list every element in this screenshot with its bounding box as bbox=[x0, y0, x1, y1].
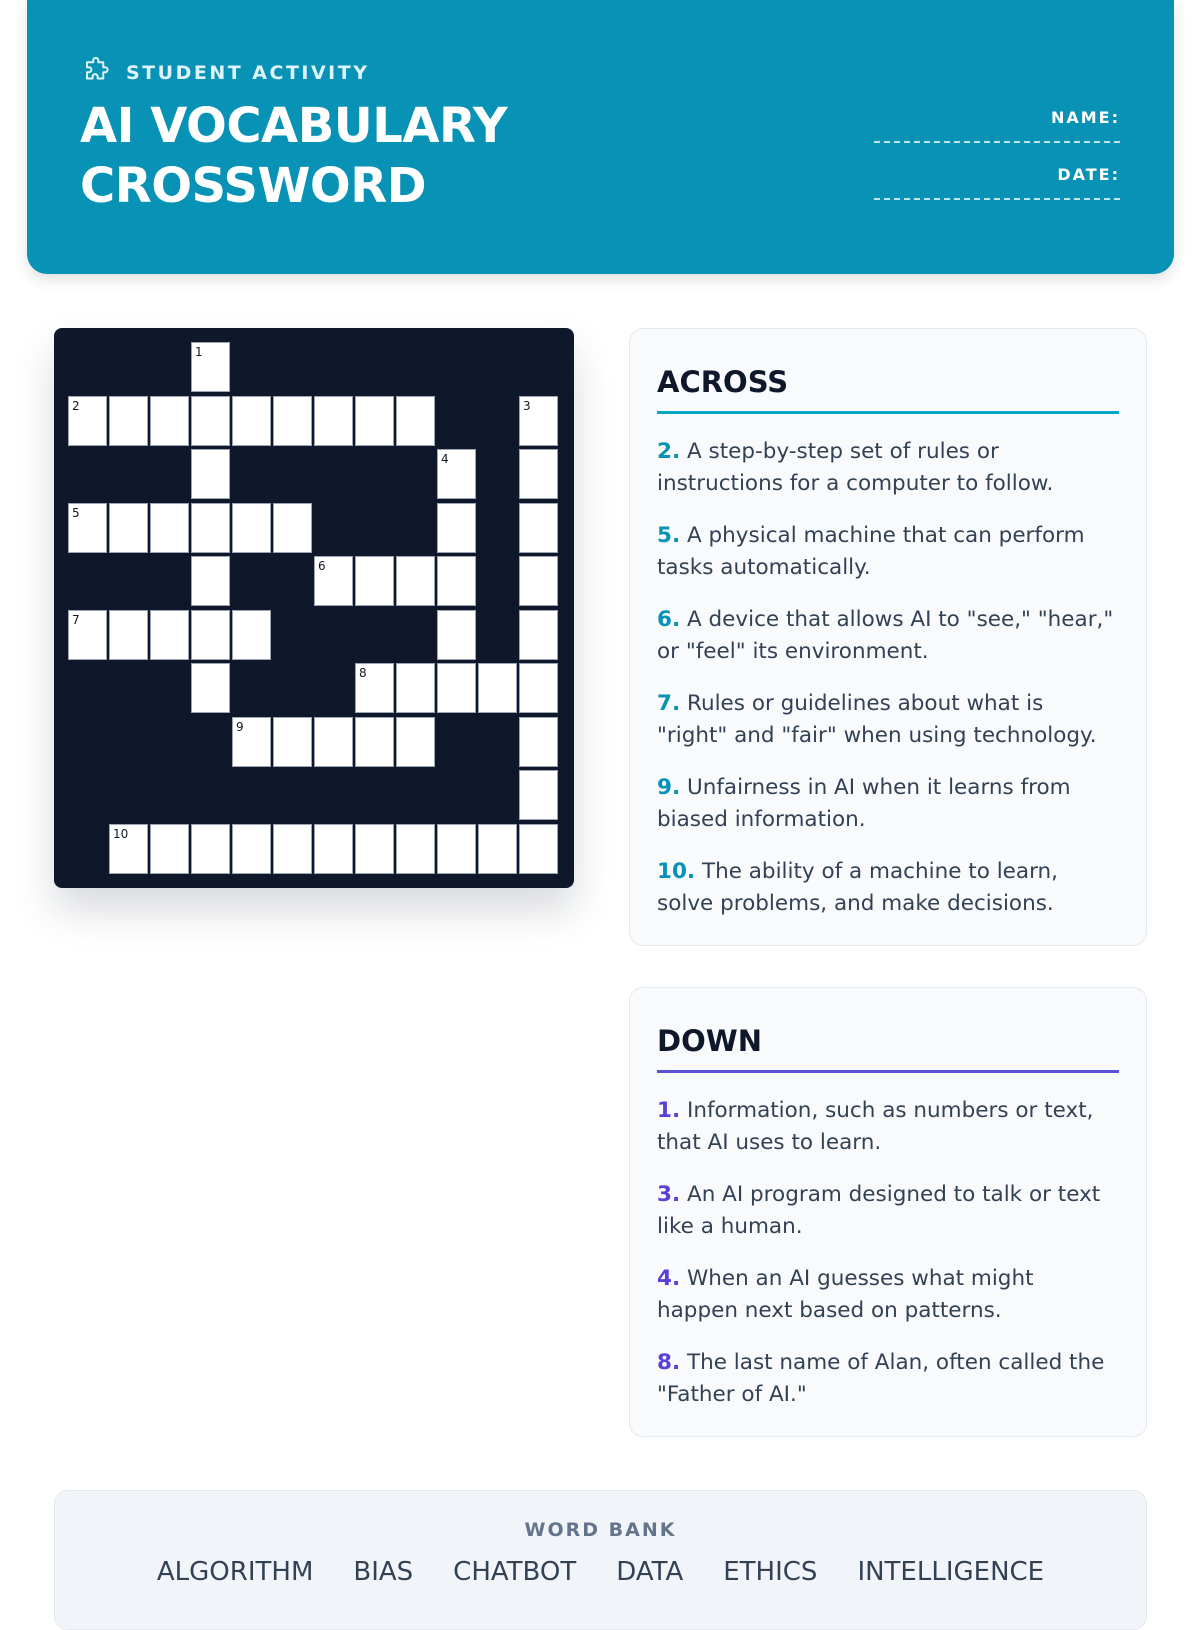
grid-cell[interactable] bbox=[150, 396, 189, 446]
across-clues-panel bbox=[629, 328, 1147, 946]
title-line-1: AI VOCABULARY bbox=[80, 98, 508, 154]
clue-number: 2. bbox=[657, 439, 681, 464]
clue-text: The ability of a machine to learn, solve problems, and make decisions. bbox=[657, 859, 1058, 916]
word-bank-word: INTELLIGENCE bbox=[857, 1557, 1045, 1587]
name-line[interactable] bbox=[874, 141, 1120, 143]
cell-number: 8 bbox=[359, 666, 367, 680]
grid-cell[interactable] bbox=[150, 610, 189, 660]
clue-text: An AI program designed to talk or text like a human. bbox=[657, 1182, 1101, 1239]
grid-cell[interactable] bbox=[68, 610, 107, 660]
word-bank-word: BIAS bbox=[353, 1557, 414, 1587]
cell-number: 4 bbox=[441, 452, 449, 466]
clue-number: 4. bbox=[657, 1266, 681, 1291]
across-heading: ACROSS bbox=[657, 365, 1119, 414]
grid-cell[interactable] bbox=[519, 556, 558, 606]
word-bank-word: CHATBOT bbox=[453, 1557, 577, 1587]
across-clue bbox=[657, 688, 1119, 752]
grid-cell[interactable] bbox=[191, 449, 230, 499]
clue-number: 8. bbox=[657, 1350, 681, 1375]
word-bank-word: ETHICS bbox=[723, 1557, 818, 1587]
clue-text: Rules or guidelines about what is "right" and "fair" when using technology. bbox=[657, 691, 1097, 748]
grid-cell[interactable] bbox=[396, 396, 435, 446]
date-field[interactable] bbox=[874, 165, 1120, 200]
page-title bbox=[80, 96, 507, 216]
grid-cell[interactable] bbox=[519, 770, 558, 820]
grid-cell[interactable] bbox=[273, 396, 312, 446]
word-bank-word: DATA bbox=[616, 1557, 684, 1587]
grid-cell[interactable] bbox=[437, 449, 476, 499]
grid-cell[interactable] bbox=[150, 824, 189, 874]
name-field[interactable] bbox=[874, 108, 1120, 143]
grid-cell[interactable] bbox=[232, 717, 271, 767]
down-clue bbox=[657, 1347, 1119, 1411]
cell-number: 6 bbox=[318, 559, 326, 573]
grid-cell[interactable] bbox=[314, 556, 353, 606]
across-clue bbox=[657, 856, 1119, 920]
word-bank-title: WORD BANK bbox=[524, 1519, 677, 1541]
cell-number: 2 bbox=[72, 398, 80, 413]
clue-number: 5. bbox=[657, 523, 681, 548]
clue-number: 3. bbox=[657, 1182, 681, 1207]
crossword-grid bbox=[54, 328, 574, 888]
grid-cell[interactable] bbox=[519, 610, 558, 660]
grid-cell[interactable] bbox=[355, 556, 394, 606]
grid-cell[interactable] bbox=[396, 663, 435, 713]
cell-number: 3 bbox=[523, 398, 531, 413]
grid-cell[interactable] bbox=[109, 503, 148, 553]
grid-cell[interactable] bbox=[109, 396, 148, 446]
word-bank bbox=[54, 1490, 1147, 1630]
activity-kicker-label: STUDENT ACTIVITY bbox=[126, 62, 370, 84]
grid-cell[interactable] bbox=[191, 396, 230, 446]
grid-cell[interactable] bbox=[191, 556, 230, 606]
across-clue-list bbox=[657, 436, 1119, 920]
clue-text: Unfairness in AI when it learns from biased information. bbox=[657, 775, 1071, 832]
cell-number: 9 bbox=[236, 719, 244, 734]
clue-number: 7. bbox=[657, 691, 681, 716]
word-bank-list bbox=[55, 1557, 1146, 1587]
grid-cell[interactable] bbox=[437, 663, 476, 713]
grid-cell[interactable] bbox=[191, 503, 230, 553]
clue-number: 1. bbox=[657, 1098, 681, 1123]
down-clue bbox=[657, 1179, 1119, 1243]
title-line-2: CROSSWORD bbox=[80, 158, 427, 214]
across-clue bbox=[657, 436, 1119, 500]
grid-cell[interactable] bbox=[437, 556, 476, 606]
grid-cell[interactable] bbox=[191, 342, 230, 392]
grid-cell[interactable] bbox=[273, 717, 312, 767]
worksheet-header bbox=[27, 0, 1174, 274]
across-clue bbox=[657, 520, 1119, 584]
cell-number: 5 bbox=[72, 505, 80, 520]
grid-cell[interactable] bbox=[396, 556, 435, 606]
grid-cell[interactable] bbox=[273, 824, 312, 874]
grid-cell[interactable] bbox=[314, 824, 353, 874]
grid-cell[interactable] bbox=[519, 449, 558, 499]
down-clue bbox=[657, 1095, 1119, 1159]
grid-cell[interactable] bbox=[355, 663, 394, 713]
grid-cell[interactable] bbox=[150, 503, 189, 553]
grid-cell[interactable] bbox=[396, 717, 435, 767]
grid-cell[interactable] bbox=[396, 824, 435, 874]
date-line[interactable] bbox=[874, 198, 1120, 200]
grid-cell[interactable] bbox=[437, 610, 476, 660]
grid-cell[interactable] bbox=[519, 396, 558, 446]
down-clues-panel bbox=[629, 987, 1147, 1437]
word-bank-word: ALGORITHM bbox=[156, 1557, 314, 1587]
grid-cell[interactable] bbox=[109, 824, 148, 874]
grid-cell[interactable] bbox=[68, 396, 107, 446]
grid-cell[interactable] bbox=[109, 610, 148, 660]
grid-cell[interactable] bbox=[519, 717, 558, 767]
clue-text: The last name of Alan, often called the "Father of AI." bbox=[657, 1350, 1105, 1407]
across-clue bbox=[657, 772, 1119, 836]
grid-cell[interactable] bbox=[191, 824, 230, 874]
across-clue bbox=[657, 604, 1119, 668]
down-clue-list bbox=[657, 1095, 1119, 1411]
grid-cell[interactable] bbox=[437, 824, 476, 874]
down-clue bbox=[657, 1263, 1119, 1327]
grid-cell[interactable] bbox=[191, 610, 230, 660]
clue-number: 6. bbox=[657, 607, 681, 632]
grid-cell[interactable] bbox=[519, 663, 558, 713]
clue-text: Information, such as numbers or text, that AI uses to learn. bbox=[657, 1098, 1094, 1155]
cell-number: 1 bbox=[195, 345, 203, 359]
grid-cell[interactable] bbox=[191, 663, 230, 713]
clue-number: 9. bbox=[657, 775, 681, 800]
clue-text: A step-by-step set of rules or instructions for a computer to follow. bbox=[657, 439, 1054, 496]
grid-cell[interactable] bbox=[519, 824, 558, 874]
grid-cell[interactable] bbox=[355, 717, 394, 767]
activity-kicker bbox=[82, 56, 369, 90]
date-label: DATE: bbox=[1057, 165, 1120, 184]
grid-cell[interactable] bbox=[478, 663, 517, 713]
clue-text: When an AI guesses what might happen next based on patterns. bbox=[657, 1266, 1034, 1323]
name-label: NAME: bbox=[1050, 108, 1120, 127]
grid-cell[interactable] bbox=[355, 396, 394, 446]
grid-cell[interactable] bbox=[314, 396, 353, 446]
grid-cell[interactable] bbox=[355, 824, 394, 874]
grid-cell[interactable] bbox=[68, 503, 107, 553]
grid-cell[interactable] bbox=[478, 824, 517, 874]
grid-cell[interactable] bbox=[314, 717, 353, 767]
clue-text: A physical machine that can perform tasks automatically. bbox=[657, 523, 1085, 580]
clue-text: A device that allows AI to "see," "hear," or "feel" its environment. bbox=[657, 607, 1114, 664]
grid-cell[interactable] bbox=[519, 503, 558, 553]
clue-number: 10. bbox=[657, 859, 696, 884]
grid-cell[interactable] bbox=[273, 503, 312, 553]
grid-cell[interactable] bbox=[232, 824, 271, 874]
down-heading: DOWN bbox=[657, 1024, 1119, 1073]
puzzle-piece-icon bbox=[82, 56, 112, 90]
cell-number: 10 bbox=[113, 826, 129, 841]
grid-cell[interactable] bbox=[232, 396, 271, 446]
cell-number: 7 bbox=[72, 612, 80, 627]
grid-cell[interactable] bbox=[232, 610, 271, 660]
grid-cell[interactable] bbox=[437, 503, 476, 553]
grid-cell[interactable] bbox=[232, 503, 271, 553]
